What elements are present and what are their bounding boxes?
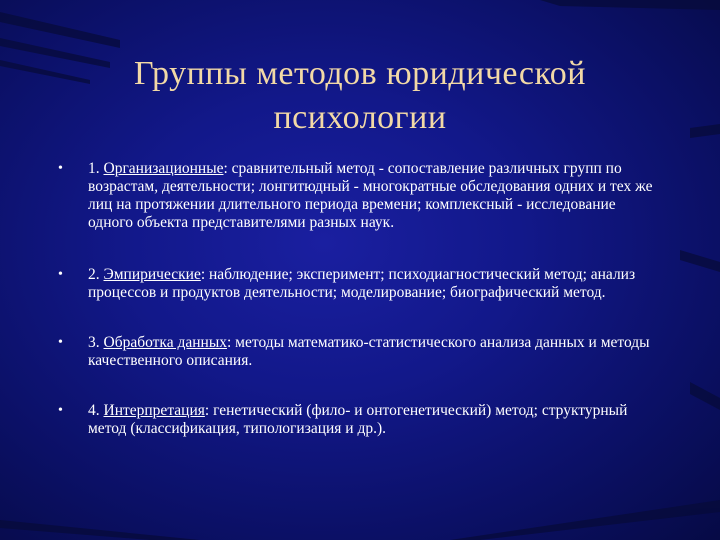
bullet-icon: • [58, 161, 63, 176]
bullet-text: : наблюдение; эксперимент; психодиагностический метод; анализ процессов и продуктов деятельности; моделирование; биографический метод. [88, 266, 636, 301]
bullet-item-data-processing [58, 334, 658, 370]
stripe-right-2 [680, 250, 720, 272]
bullet-icon: • [58, 335, 63, 350]
bullet-number: 3. [88, 334, 100, 351]
bullet-term: Организационные [103, 160, 224, 177]
stripe-top-left-1 [0, 12, 120, 48]
bullet-term: Интерпретация [103, 402, 205, 419]
slide-title [60, 52, 660, 140]
bullet-term: Эмпирические [103, 266, 201, 283]
stripe-top-right-1 [540, 0, 720, 10]
bullet-text: : сравнительный метод - сопоставление различных групп по возрастам, деятельности; лонгитюдный - многократные обследования одних и тех же лиц на протяжении длительного периода времени; комплексный - исследование одного объекта представителями разных наук. [88, 160, 653, 231]
bullet-number: 2. [88, 266, 100, 283]
bullet-number: 1. [88, 160, 100, 177]
bullet-text: : генетический (фило- и онтогенетический) метод; структурный метод (классификация, типологизация и др.). [88, 402, 628, 437]
slide-title-line-2: психологии [273, 99, 447, 136]
bullet-icon: • [58, 267, 63, 282]
bullet-item-interpretation [58, 402, 658, 438]
slide-title-line-1: Группы методов юридической [134, 55, 586, 92]
bullet-text: : методы математико-статистического анализа данных и методы качественного описания. [88, 334, 650, 369]
stripe-bottom-1 [0, 520, 200, 540]
bullet-list [58, 160, 658, 438]
bullet-number: 4. [88, 402, 100, 419]
stripe-bottom-2 [450, 500, 720, 540]
stripe-right-1 [690, 124, 720, 138]
bullet-icon: • [58, 403, 63, 418]
stripe-right-3 [690, 382, 720, 410]
bullet-item-organizational [58, 160, 658, 232]
bullet-term: Обработка данных [103, 334, 227, 351]
bullet-item-empirical [58, 266, 658, 302]
